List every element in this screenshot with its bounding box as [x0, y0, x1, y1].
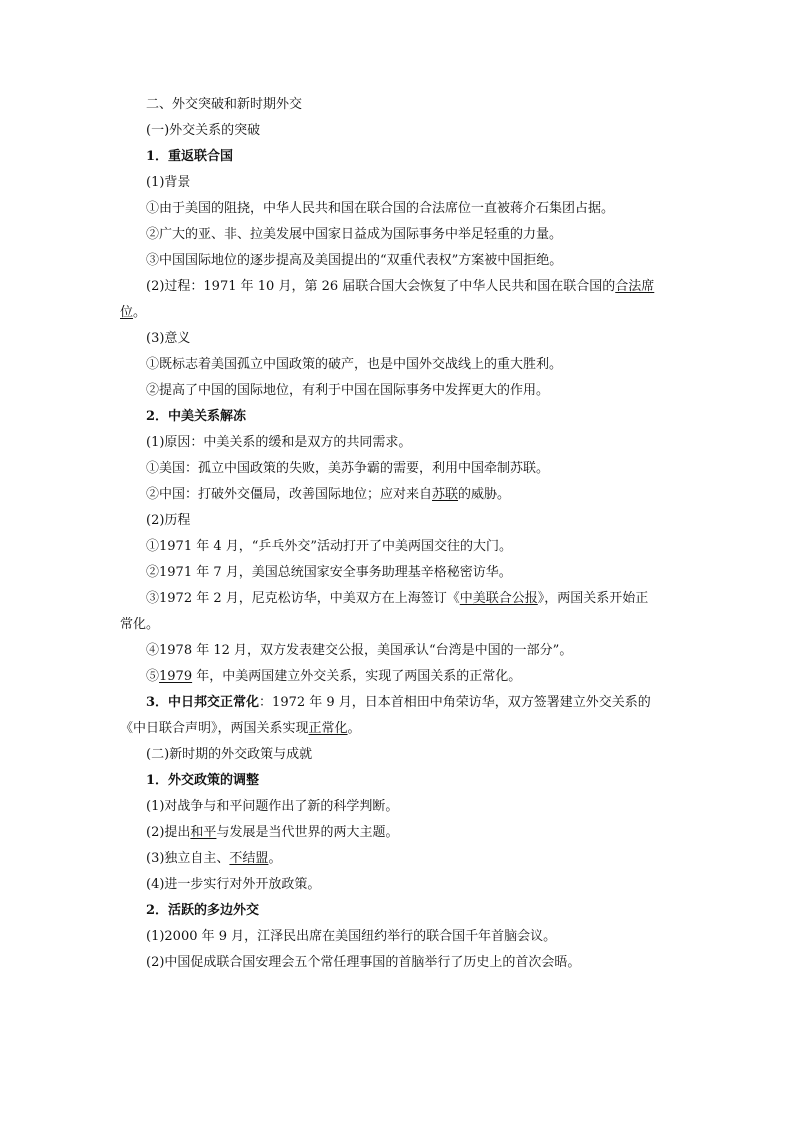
text-line [120, 456, 680, 482]
text-segment: 。 [133, 305, 147, 320]
text-line [120, 742, 680, 768]
text-line [120, 950, 680, 976]
text-line [120, 768, 680, 794]
text-segment: 与发展是当代世界的两大主题。 [216, 825, 399, 840]
document-body [120, 92, 680, 976]
text-segment: 1．重返联合国 [146, 149, 234, 164]
text-line [120, 430, 680, 456]
text-segment: ③1972 年 2 月，尼克松访华，中美双方在上海签订《 [146, 591, 460, 606]
text-line [120, 118, 680, 144]
text-segment: (一)外交关系的突破 [146, 123, 261, 138]
text-line [120, 534, 680, 560]
text-line [120, 196, 680, 222]
text-segment: 二、外交突破和新时期外交 [146, 97, 303, 112]
text-line [120, 898, 680, 924]
text-segment: ⑤ [146, 669, 160, 684]
text-segment: (3)意义 [146, 331, 191, 346]
text-segment: 《中日联合声明》，两国关系实现 [120, 721, 309, 736]
text-line [120, 326, 680, 352]
text-segment: 2．中美关系解冻 [146, 409, 247, 424]
text-segment: ②中国：打破外交僵局，改善国际地位；应对来自 [146, 487, 433, 502]
text-line [120, 170, 680, 196]
text-line [120, 274, 680, 300]
text-line [120, 482, 680, 508]
text-line [120, 638, 680, 664]
text-segment: ③中国国际地位的逐步提高及美国提出的“双重代表权”方案被中国拒绝。 [146, 253, 563, 268]
text-segment: ②提高了中国的国际地位，有利于中国在国际事务中发挥更大的作用。 [146, 383, 550, 398]
text-segment: 。 [268, 851, 282, 866]
text-line [120, 222, 680, 248]
text-segment: (4)进一步实行对外开放政策。 [146, 877, 321, 892]
text-segment: ①既标志着美国孤立中国政策的破产，也是中国外交战线上的重大胜利。 [146, 357, 563, 372]
text-segment: ②1971 年 7 月，美国总统国家安全事务助理基辛格秘密访华。 [146, 565, 512, 580]
underlined-answer: 正常化 [308, 721, 348, 736]
text-line [120, 144, 680, 170]
underlined-answer: 中美联合公报 [459, 591, 538, 606]
text-segment: 1．外交政策的调整 [146, 773, 260, 788]
text-line [120, 586, 680, 612]
text-segment: (2)历程 [146, 513, 191, 528]
text-line [120, 404, 680, 430]
text-line [120, 846, 680, 872]
bold-heading: 3．中日邦交正常化 [146, 695, 260, 710]
text-line [120, 560, 680, 586]
text-line [120, 820, 680, 846]
text-segment: (2)提出 [146, 825, 191, 840]
text-segment: (1)原因：中美关系的缓和是双方的共同需求。 [146, 435, 412, 450]
text-line [120, 612, 680, 638]
text-segment: (3)独立自主、 [146, 851, 230, 866]
text-segment: 。 [347, 721, 361, 736]
text-line [120, 794, 680, 820]
text-line [120, 690, 680, 716]
text-segment: (2)中国促成联合国安理会五个常任理事国的首脑举行了历史上的首次会晤。 [146, 955, 581, 970]
text-line [120, 716, 680, 742]
text-line [120, 664, 680, 690]
text-line [120, 924, 680, 950]
text-segment: ①由于美国的阻挠，中华人民共和国在联合国的合法席位一直被蒋介石集团占据。 [146, 201, 615, 216]
text-segment: 常化。 [120, 617, 160, 632]
text-segment: ：1972 年 9 月，日本首相田中角荣访华，双方签署建立外交关系的 [259, 695, 651, 710]
underlined-answer: 苏联 [432, 487, 459, 502]
text-segment: 年，中美两国建立外交关系，实现了两国关系的正常化。 [192, 669, 522, 684]
text-segment: 2．活跃的多边外交 [146, 903, 260, 918]
text-segment: ①1971 年 4 月，“乒乓外交”活动打开了中美两国交往的大门。 [146, 539, 513, 554]
text-segment: (1)背景 [146, 175, 191, 190]
underlined-answer: 位 [120, 305, 134, 320]
text-line [120, 508, 680, 534]
text-line [120, 872, 680, 898]
text-line [120, 92, 680, 118]
text-line [120, 378, 680, 404]
text-line [120, 352, 680, 378]
text-segment: ②广大的亚、非、拉美发展中国家日益成为国际事务中举足轻重的力量。 [146, 227, 563, 242]
text-segment: (1)对战争与和平问题作出了新的科学判断。 [146, 799, 399, 814]
text-segment: 》，两国关系开始正 [537, 591, 649, 606]
underlined-answer: 合法席 [615, 279, 655, 294]
underlined-answer: 和平 [190, 825, 217, 840]
text-segment: (2)过程：1971 年 10 月，第 26 届联合国大会恢复了中华人民共和国在联合国的 [146, 279, 616, 294]
text-segment: ④1978 年 12 月，双方发表建交公报，美国承认“台湾是中国的一部分”。 [146, 643, 573, 658]
underlined-answer: 1979 [159, 669, 193, 684]
underlined-answer: 不结盟 [229, 851, 269, 866]
text-segment: 的威胁。 [458, 487, 511, 502]
text-segment: ①美国：孤立中国政策的失败，美苏争霸的需要，利用中国牵制苏联。 [146, 461, 550, 476]
text-segment: (1)2000 年 9 月，江泽民出席在美国纽约举行的联合国千年首脑会议。 [146, 929, 557, 944]
text-line [120, 300, 680, 326]
text-segment: (二)新时期的外交政策与成就 [146, 747, 313, 762]
text-line [120, 248, 680, 274]
